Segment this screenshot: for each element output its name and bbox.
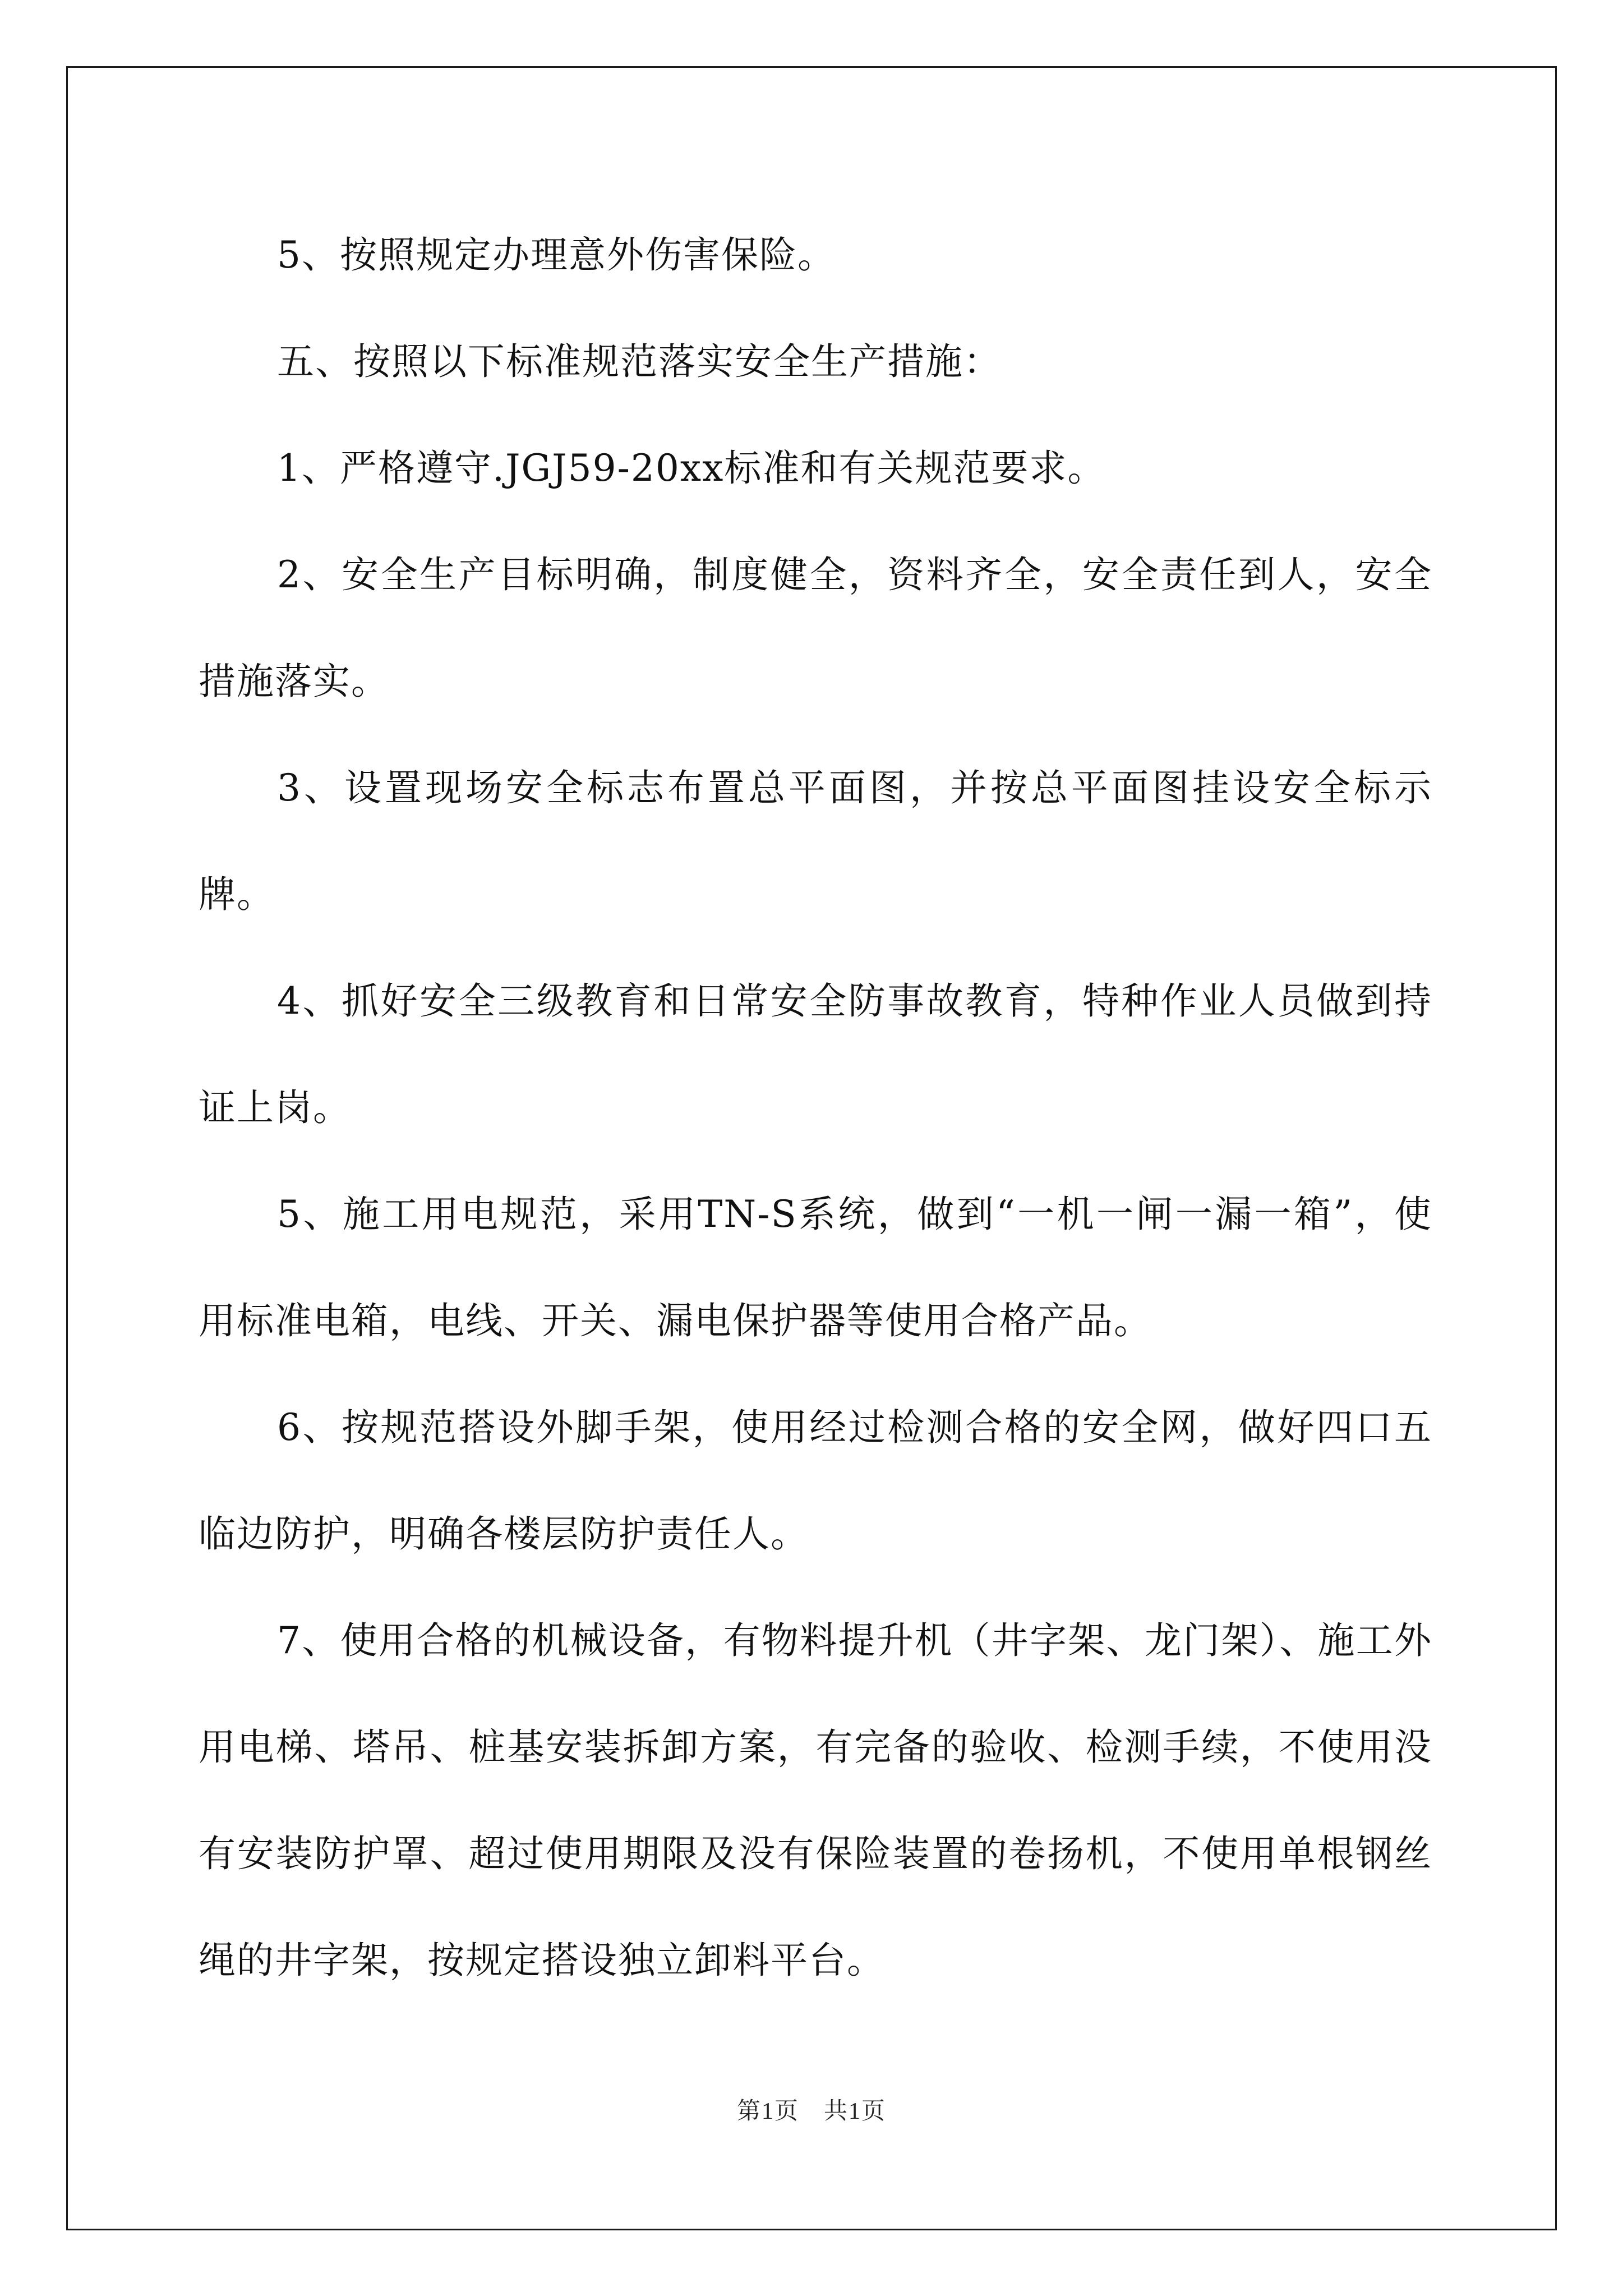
paragraph-item-7: 7、使用合格的机械设备，有物料提升机（井字架、龙门架）、施工外用电梯、塔吊、桩基安装拆卸方案，有完备的验收、检测手续，不使用没有安装防护罩、超过使用期限及没有保险装置的卷扬机，不使用单根钢丝绳的井字架，按规定搭设独立卸料平台。: [199, 1619, 1432, 1982]
paragraph-item-1: 1、严格遵守.JGJ59-20xx标准和有关规范要求。: [277, 447, 1106, 490]
paragraph-item-5: 5、施工用电规范，采用TN-S系统，做到“一机一闸一漏一箱”，使用标准电箱，电线、开关、漏电保护器等使用合格产品。: [199, 1193, 1432, 1342]
paragraph-1: 5、按照规定办理意外伤害保险。: [277, 233, 836, 277]
paragraph-item-3: 3、设置现场安全标志布置总平面图，并按总平面图挂设安全标示牌。: [199, 766, 1432, 916]
section-heading-5: 五、按照以下标准规范落实安全生产措施：: [277, 340, 1002, 383]
paragraph-item-2: 2、安全生产目标明确，制度健全，资料齐全，安全责任到人，安全措施落实。: [199, 553, 1432, 703]
paragraph-item-4: 4、抓好安全三级教育和日常安全防事故教育，特种作业人员做到持证上岗。: [199, 979, 1432, 1129]
paragraph-item-6: 6、按规范搭设外脚手架，使用经过检测合格的安全网，做好四口五临边防护，明确各楼层防护责任人。: [199, 1406, 1432, 1556]
page-footer: 第1页 共1页: [736, 2099, 886, 2124]
